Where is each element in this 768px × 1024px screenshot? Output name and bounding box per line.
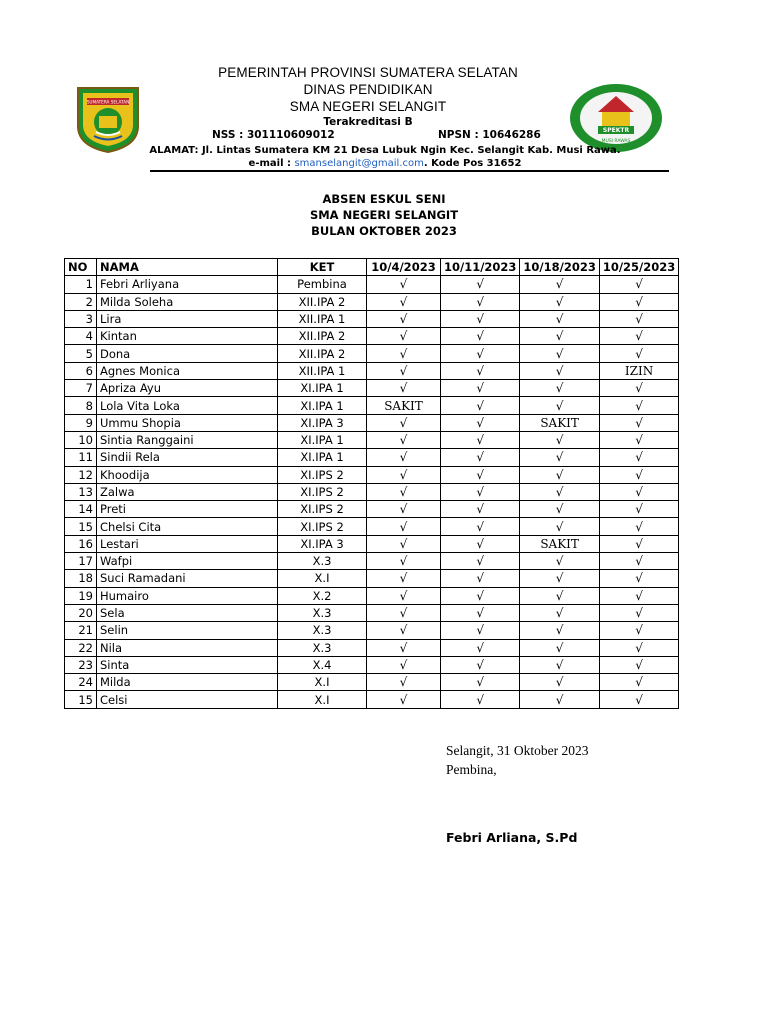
col-date-1: 10/4/2023 — [367, 259, 441, 276]
signature-name: Febri Arliana, S.Pd — [446, 830, 578, 845]
cell-date-4: √ — [599, 276, 678, 293]
cell-date-3: √ — [520, 691, 599, 708]
cell-no: 17 — [65, 553, 97, 570]
cell-nama: Dona — [97, 345, 278, 362]
table-row — [65, 362, 679, 379]
cell-ket: X.3 — [278, 553, 367, 570]
cell-date-2: √ — [441, 518, 520, 535]
letterhead-divider — [150, 170, 669, 172]
header-province: PEMERINTAH PROVINSI SUMATERA SELATAN — [218, 65, 518, 80]
cell-date-2: √ — [441, 449, 520, 466]
cell-no: 1 — [65, 276, 97, 293]
cell-no: 2 — [65, 293, 97, 310]
cell-nama: Selin — [97, 622, 278, 639]
table-row — [65, 466, 679, 483]
cell-date-4: √ — [599, 328, 678, 345]
table-row — [65, 691, 679, 708]
cell-date-4: √ — [599, 535, 678, 552]
cell-date-1: √ — [367, 345, 441, 362]
cell-date-2: √ — [441, 639, 520, 656]
cell-date-2: √ — [441, 553, 520, 570]
cell-nama: Apriza Ayu — [97, 380, 278, 397]
logo-left-text: SUMATERA SELATAN — [86, 99, 130, 105]
logo-right-text: SPEKTR — [602, 127, 630, 134]
cell-nama: Lola Vita Loka — [97, 397, 278, 414]
table-row — [65, 656, 679, 673]
cell-date-2: √ — [441, 293, 520, 310]
cell-no: 14 — [65, 501, 97, 518]
table-row — [65, 449, 679, 466]
cell-nama: Zalwa — [97, 483, 278, 500]
cell-date-4: √ — [599, 466, 678, 483]
cell-date-3: √ — [520, 553, 599, 570]
header-accreditation: Terakreditasi B — [323, 116, 413, 128]
table-row — [65, 535, 679, 552]
cell-no: 24 — [65, 674, 97, 691]
cell-date-1: √ — [367, 276, 441, 293]
cell-date-4: √ — [599, 449, 678, 466]
table-row — [65, 276, 679, 293]
table-row — [65, 328, 679, 345]
cell-date-4: √ — [599, 293, 678, 310]
cell-date-3: √ — [520, 362, 599, 379]
header-email-line — [120, 157, 650, 171]
email-prefix: e-mail : — [248, 158, 295, 169]
cell-no: 7 — [65, 380, 97, 397]
cell-nama: Celsi — [97, 691, 278, 708]
col-date-3: 10/18/2023 — [520, 259, 599, 276]
cell-date-3: SAKIT — [520, 535, 599, 552]
cell-date-4: √ — [599, 483, 678, 500]
cell-date-4: √ — [599, 674, 678, 691]
table-row — [65, 397, 679, 414]
cell-date-3: √ — [520, 380, 599, 397]
table-row — [65, 310, 679, 327]
cell-date-1: √ — [367, 466, 441, 483]
cell-date-1: √ — [367, 310, 441, 327]
cell-nama: Milda — [97, 674, 278, 691]
cell-nama: Ummu Shopia — [97, 414, 278, 431]
cell-no: 16 — [65, 535, 97, 552]
col-ket: KET — [278, 259, 367, 276]
cell-ket: XII.IPA 1 — [278, 310, 367, 327]
doc-title: ABSEN ESKUL SENI — [322, 192, 446, 206]
cell-nama: Milda Soleha — [97, 293, 278, 310]
cell-no: 6 — [65, 362, 97, 379]
cell-date-2: √ — [441, 397, 520, 414]
table-row — [65, 501, 679, 518]
email-link[interactable]: smanselangit@gmail.com — [294, 158, 424, 169]
cell-date-3: √ — [520, 466, 599, 483]
cell-date-4: √ — [599, 570, 678, 587]
cell-no: 15 — [65, 518, 97, 535]
table-row — [65, 553, 679, 570]
cell-date-2: √ — [441, 674, 520, 691]
cell-date-2: √ — [441, 345, 520, 362]
cell-date-1: √ — [367, 604, 441, 621]
cell-ket: X.3 — [278, 639, 367, 656]
cell-date-2: √ — [441, 362, 520, 379]
col-no: NO — [65, 259, 97, 276]
email-suffix: . Kode Pos 31652 — [423, 158, 522, 169]
cell-date-3: √ — [520, 604, 599, 621]
cell-date-1: SAKIT — [367, 397, 441, 414]
cell-date-2: √ — [441, 276, 520, 293]
header-address: ALAMAT: Jl. Lintas Sumatera KM 21 Desa Lubuk Ngin Kec. Selangit Kab. Musi Rawa. — [149, 145, 621, 156]
cell-ket: XI.IPS 2 — [278, 466, 367, 483]
cell-date-1: √ — [367, 483, 441, 500]
cell-nama: Lira — [97, 310, 278, 327]
cell-date-1: √ — [367, 656, 441, 673]
cell-date-3: √ — [520, 570, 599, 587]
letterhead-text — [150, 64, 586, 129]
cell-no: 20 — [65, 604, 97, 621]
cell-no: 10 — [65, 431, 97, 448]
cell-date-2: √ — [441, 570, 520, 587]
cell-date-1: √ — [367, 674, 441, 691]
cell-date-1: √ — [367, 535, 441, 552]
cell-date-2: √ — [441, 691, 520, 708]
cell-date-3: √ — [520, 397, 599, 414]
cell-date-1: √ — [367, 553, 441, 570]
cell-nama: Nila — [97, 639, 278, 656]
cell-date-1: √ — [367, 518, 441, 535]
cell-date-2: √ — [441, 587, 520, 604]
cell-date-2: √ — [441, 414, 520, 431]
cell-date-2: √ — [441, 328, 520, 345]
table-row — [65, 345, 679, 362]
cell-nama: Sinta — [97, 656, 278, 673]
cell-nama: Agnes Monica — [97, 362, 278, 379]
cell-no: 12 — [65, 466, 97, 483]
cell-date-3: √ — [520, 501, 599, 518]
cell-date-1: √ — [367, 691, 441, 708]
cell-date-3: √ — [520, 431, 599, 448]
cell-nama: Wafpi — [97, 553, 278, 570]
cell-date-4: √ — [599, 587, 678, 604]
cell-no: 8 — [65, 397, 97, 414]
cell-date-4: √ — [599, 380, 678, 397]
cell-nama: Sindii Rela — [97, 449, 278, 466]
cell-ket: X.4 — [278, 656, 367, 673]
cell-nama: Khoodija — [97, 466, 278, 483]
cell-date-1: √ — [367, 449, 441, 466]
table-row — [65, 293, 679, 310]
cell-date-3: √ — [520, 639, 599, 656]
cell-date-4: √ — [599, 622, 678, 639]
cell-date-3: √ — [520, 518, 599, 535]
cell-date-4: IZIN — [599, 362, 678, 379]
cell-nama: Humairo — [97, 587, 278, 604]
cell-ket: XI.IPS 2 — [278, 483, 367, 500]
cell-date-1: √ — [367, 501, 441, 518]
table-row — [65, 622, 679, 639]
cell-date-4: √ — [599, 397, 678, 414]
cell-ket: X.I — [278, 691, 367, 708]
table-row — [65, 380, 679, 397]
cell-no: 23 — [65, 656, 97, 673]
cell-date-1: √ — [367, 328, 441, 345]
cell-no: 21 — [65, 622, 97, 639]
cell-date-1: √ — [367, 414, 441, 431]
doc-school: SMA NEGERI SELANGIT — [309, 208, 459, 222]
cell-date-3: √ — [520, 328, 599, 345]
table-row — [65, 639, 679, 656]
cell-date-3: √ — [520, 345, 599, 362]
cell-ket: X.3 — [278, 604, 367, 621]
cell-date-4: √ — [599, 414, 678, 431]
cell-date-4: √ — [599, 656, 678, 673]
table-body — [65, 276, 679, 708]
attendance-table — [64, 258, 679, 709]
cell-no: 13 — [65, 483, 97, 500]
cell-date-2: √ — [441, 466, 520, 483]
cell-no: 15 — [65, 691, 97, 708]
cell-nama: Sintia Ranggaini — [97, 431, 278, 448]
col-date-2: 10/11/2023 — [441, 259, 520, 276]
header-nss: NSS : 301110609012 — [212, 129, 335, 141]
cell-ket: X.I — [278, 570, 367, 587]
cell-date-3: √ — [520, 310, 599, 327]
cell-no: 22 — [65, 639, 97, 656]
cell-date-1: √ — [367, 639, 441, 656]
cell-date-1: √ — [367, 293, 441, 310]
table-row — [65, 414, 679, 431]
cell-ket: XI.IPA 1 — [278, 449, 367, 466]
cell-date-2: √ — [441, 535, 520, 552]
cell-ket: XI.IPA 3 — [278, 535, 367, 552]
cell-ket: XI.IPA 3 — [278, 414, 367, 431]
signature-place-date: Selangit, 31 Oktober 2023 — [446, 743, 589, 758]
cell-no: 5 — [65, 345, 97, 362]
cell-date-3: SAKIT — [520, 414, 599, 431]
cell-date-4: √ — [599, 604, 678, 621]
cell-date-3: √ — [520, 449, 599, 466]
cell-date-3: √ — [520, 622, 599, 639]
cell-ket: X.I — [278, 674, 367, 691]
header-school: SMA NEGERI SELANGIT — [289, 99, 447, 114]
cell-ket: XII.IPA 2 — [278, 293, 367, 310]
cell-date-1: √ — [367, 362, 441, 379]
cell-nama: Suci Ramadani — [97, 570, 278, 587]
cell-date-1: √ — [367, 622, 441, 639]
cell-date-1: √ — [367, 570, 441, 587]
cell-ket: X.2 — [278, 587, 367, 604]
cell-date-1: √ — [367, 587, 441, 604]
header-npsn: NPSN : 10646286 — [438, 129, 541, 141]
cell-ket: XII.IPA 1 — [278, 362, 367, 379]
cell-date-3: √ — [520, 587, 599, 604]
cell-nama: Kintan — [97, 328, 278, 345]
cell-no: 18 — [65, 570, 97, 587]
cell-ket: XI.IPS 2 — [278, 501, 367, 518]
table-row — [65, 570, 679, 587]
cell-date-3: √ — [520, 276, 599, 293]
cell-date-3: √ — [520, 483, 599, 500]
cell-date-2: √ — [441, 622, 520, 639]
cell-date-4: √ — [599, 553, 678, 570]
cell-no: 4 — [65, 328, 97, 345]
cell-date-1: √ — [367, 431, 441, 448]
cell-nama: Preti — [97, 501, 278, 518]
table-row — [65, 587, 679, 604]
table-row — [65, 483, 679, 500]
cell-ket: XI.IPA 1 — [278, 380, 367, 397]
cell-no: 9 — [65, 414, 97, 431]
cell-nama: Lestari — [97, 535, 278, 552]
cell-date-4: √ — [599, 310, 678, 327]
table-row — [65, 674, 679, 691]
cell-ket: XI.IPA 1 — [278, 397, 367, 414]
table-header-row — [65, 259, 679, 276]
cell-ket: XII.IPA 2 — [278, 328, 367, 345]
cell-date-2: √ — [441, 483, 520, 500]
table-row — [65, 604, 679, 621]
cell-ket: Pembina — [278, 276, 367, 293]
logo-right-subtext: MUSI RAWAS — [601, 139, 631, 144]
doc-month: BULAN OKTOBER 2023 — [311, 224, 457, 238]
signature-role: Pembina, — [446, 762, 497, 777]
cell-date-2: √ — [441, 310, 520, 327]
cell-date-4: √ — [599, 639, 678, 656]
cell-date-4: √ — [599, 691, 678, 708]
table-row — [65, 431, 679, 448]
cell-no: 11 — [65, 449, 97, 466]
cell-date-4: √ — [599, 345, 678, 362]
cell-date-3: √ — [520, 674, 599, 691]
cell-date-4: √ — [599, 518, 678, 535]
table-row — [65, 518, 679, 535]
cell-date-4: √ — [599, 501, 678, 518]
cell-date-2: √ — [441, 604, 520, 621]
cell-date-2: √ — [441, 380, 520, 397]
cell-ket: X.3 — [278, 622, 367, 639]
cell-ket: XI.IPA 1 — [278, 431, 367, 448]
cell-date-2: √ — [441, 656, 520, 673]
cell-date-4: √ — [599, 431, 678, 448]
cell-date-2: √ — [441, 501, 520, 518]
header-department: DINAS PENDIDIKAN — [303, 82, 433, 97]
cell-no: 3 — [65, 310, 97, 327]
cell-date-3: √ — [520, 656, 599, 673]
col-nama: NAMA — [97, 259, 278, 276]
cell-nama: Chelsi Cita — [97, 518, 278, 535]
cell-date-2: √ — [441, 431, 520, 448]
cell-date-3: √ — [520, 293, 599, 310]
cell-nama: Febri Arliyana — [97, 276, 278, 293]
cell-nama: Sela — [97, 604, 278, 621]
cell-date-1: √ — [367, 380, 441, 397]
cell-ket: XII.IPA 2 — [278, 345, 367, 362]
cell-ket: XI.IPS 2 — [278, 518, 367, 535]
col-date-4: 10/25/2023 — [599, 259, 678, 276]
cell-no: 19 — [65, 587, 97, 604]
